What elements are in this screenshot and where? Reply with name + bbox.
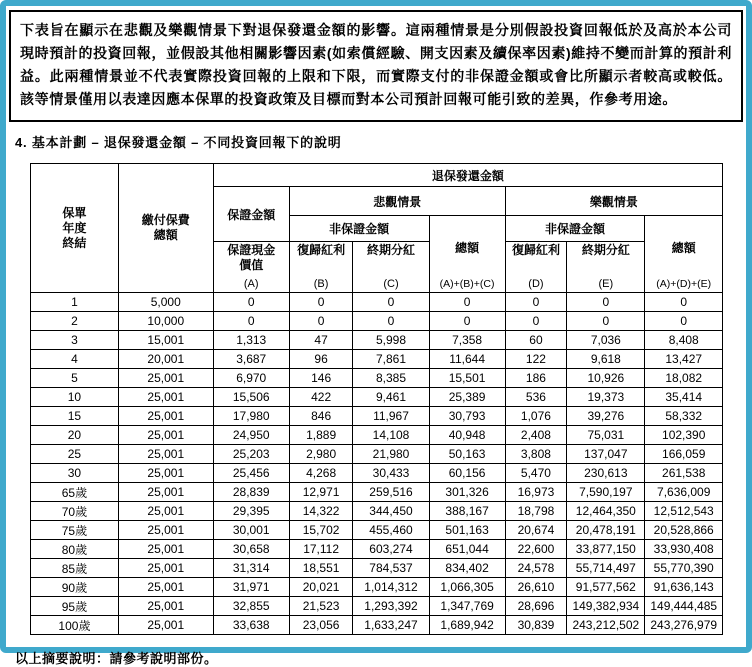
value-cell: 40,948	[429, 426, 505, 445]
value-cell: 25,001	[118, 559, 213, 578]
letter-c: (C)	[383, 278, 399, 290]
value-cell: 91,636,143	[645, 578, 723, 597]
letter-b: (B)	[313, 278, 329, 290]
value-cell: 14,322	[289, 502, 353, 521]
value-cell: 15,001	[118, 331, 213, 350]
table-row	[31, 540, 723, 559]
table-row	[31, 502, 723, 521]
value-cell: 8,408	[645, 331, 723, 350]
value-cell: 0	[567, 312, 645, 331]
value-cell: 0	[289, 293, 353, 312]
col-header-pessimistic-scenario: 悲觀情景	[289, 187, 505, 216]
value-cell: 20,528,866	[645, 521, 723, 540]
value-cell: 30,433	[353, 464, 429, 483]
value-cell: 11,967	[353, 407, 429, 426]
row-label-cell: 90歲	[31, 578, 119, 597]
value-cell: 651,044	[429, 540, 505, 559]
value-cell: 0	[353, 293, 429, 312]
table-row	[31, 483, 723, 502]
col-header-total-optimistic	[645, 216, 723, 293]
value-cell: 166,059	[645, 445, 723, 464]
value-cell: 12,512,543	[645, 502, 723, 521]
col-header-guaranteed-cash-value	[213, 242, 289, 293]
letter-d: (D)	[528, 278, 544, 290]
row-label-cell: 1	[31, 293, 119, 312]
letter-e: (E)	[598, 278, 614, 290]
value-cell: 1,066,305	[429, 578, 505, 597]
value-cell: 26,610	[505, 578, 567, 597]
col-header-policy-year: 保單年度終結	[31, 164, 119, 293]
value-cell: 25,001	[118, 407, 213, 426]
table-body	[31, 293, 723, 635]
row-label-cell: 20	[31, 426, 119, 445]
value-cell: 14,108	[353, 426, 429, 445]
table-row	[31, 407, 723, 426]
terminal-dividend-label: 終期分紅	[366, 243, 415, 257]
value-cell: 455,460	[353, 521, 429, 540]
value-cell: 1,689,942	[429, 616, 505, 635]
value-cell: 21,523	[289, 597, 353, 616]
table-row	[31, 578, 723, 597]
value-cell: 784,537	[353, 559, 429, 578]
reversionary-bonus-label: 復歸紅利	[511, 243, 560, 257]
table-header	[31, 164, 723, 293]
row-label-cell: 15	[31, 407, 119, 426]
reversionary-bonus-label: 復歸紅利	[297, 243, 346, 257]
value-cell: 149,444,485	[645, 597, 723, 616]
value-cell: 230,613	[567, 464, 645, 483]
col-header-non-guaranteed-optimistic: 非保證金額	[505, 216, 645, 242]
value-cell: 25,001	[118, 369, 213, 388]
section-title: 4. 基本計劃 – 退保發還金額 – 不同投資回報下的說明	[15, 135, 342, 150]
value-cell: 30,793	[429, 407, 505, 426]
row-label-cell: 10	[31, 388, 119, 407]
value-cell: 1,293,392	[353, 597, 429, 616]
value-cell: 1,889	[289, 426, 353, 445]
row-label-cell: 4	[31, 350, 119, 369]
value-cell: 8,385	[353, 369, 429, 388]
value-cell: 0	[505, 312, 567, 331]
col-header-premium-total: 繳付保費總額	[118, 164, 213, 293]
value-cell: 1,347,769	[429, 597, 505, 616]
value-cell: 25,001	[118, 540, 213, 559]
table-row	[31, 388, 723, 407]
value-cell: 9,461	[353, 388, 429, 407]
value-cell: 501,163	[429, 521, 505, 540]
value-cell: 388,167	[429, 502, 505, 521]
value-cell: 2,980	[289, 445, 353, 464]
value-cell: 25,203	[213, 445, 289, 464]
row-label-cell: 3	[31, 331, 119, 350]
value-cell: 7,036	[567, 331, 645, 350]
value-cell: 7,861	[353, 350, 429, 369]
value-cell: 0	[645, 312, 723, 331]
table-row	[31, 464, 723, 483]
row-label-cell: 5	[31, 369, 119, 388]
value-cell: 243,212,502	[567, 616, 645, 635]
col-header-terminal-dividend-pessimistic	[353, 242, 429, 293]
value-cell: 15,506	[213, 388, 289, 407]
value-cell: 91,577,562	[567, 578, 645, 597]
value-cell: 33,638	[213, 616, 289, 635]
value-cell: 60,156	[429, 464, 505, 483]
table-row	[31, 597, 723, 616]
table-row	[31, 293, 723, 312]
value-cell: 3,687	[213, 350, 289, 369]
value-cell: 18,551	[289, 559, 353, 578]
value-cell: 5,000	[118, 293, 213, 312]
value-cell: 33,877,150	[567, 540, 645, 559]
row-label-cell: 95歲	[31, 597, 119, 616]
value-cell: 261,538	[645, 464, 723, 483]
value-cell: 19,373	[567, 388, 645, 407]
value-cell: 30,001	[213, 521, 289, 540]
value-cell: 259,516	[353, 483, 429, 502]
value-cell: 7,590,197	[567, 483, 645, 502]
value-cell: 3,808	[505, 445, 567, 464]
value-cell: 32,855	[213, 597, 289, 616]
value-cell: 15,501	[429, 369, 505, 388]
value-cell: 25,001	[118, 445, 213, 464]
value-cell: 58,332	[645, 407, 723, 426]
value-cell: 422	[289, 388, 353, 407]
value-cell: 15,702	[289, 521, 353, 540]
formula-abc: (A)+(B)+(C)	[439, 278, 495, 290]
value-cell: 11,644	[429, 350, 505, 369]
value-cell: 186	[505, 369, 567, 388]
value-cell: 50,163	[429, 445, 505, 464]
value-cell: 55,770,390	[645, 559, 723, 578]
value-cell: 25,001	[118, 578, 213, 597]
value-cell: 25,001	[118, 502, 213, 521]
value-cell: 0	[213, 293, 289, 312]
value-cell: 301,326	[429, 483, 505, 502]
value-cell: 20,674	[505, 521, 567, 540]
table-row	[31, 369, 723, 388]
value-cell: 60	[505, 331, 567, 350]
value-cell: 1,313	[213, 331, 289, 350]
value-cell: 0	[429, 312, 505, 331]
value-cell: 20,001	[118, 350, 213, 369]
footer-note: 以上摘要說明：請參考說明部份。	[15, 651, 218, 666]
value-cell: 28,696	[505, 597, 567, 616]
col-header-guaranteed-amount: 保證金額	[213, 187, 289, 242]
value-cell: 24,950	[213, 426, 289, 445]
value-cell: 0	[353, 312, 429, 331]
value-cell: 834,402	[429, 559, 505, 578]
value-cell: 55,714,497	[567, 559, 645, 578]
page-content	[9, 10, 743, 667]
value-cell: 1,014,312	[353, 578, 429, 597]
value-cell: 30,839	[505, 616, 567, 635]
table-row	[31, 312, 723, 331]
row-label-cell: 30	[31, 464, 119, 483]
surrender-value-table	[30, 163, 723, 635]
value-cell: 5,470	[505, 464, 567, 483]
value-cell: 23,056	[289, 616, 353, 635]
value-cell: 344,450	[353, 502, 429, 521]
value-cell: 20,021	[289, 578, 353, 597]
table-row	[31, 426, 723, 445]
row-label-cell: 65歲	[31, 483, 119, 502]
col-header-surrender-amount: 退保發還金額	[213, 164, 722, 187]
col-header-reversionary-bonus-pessimistic	[289, 242, 353, 293]
value-cell: 846	[289, 407, 353, 426]
row-label-cell: 100歲	[31, 616, 119, 635]
table-row	[31, 559, 723, 578]
value-cell: 7,358	[429, 331, 505, 350]
value-cell: 75,031	[567, 426, 645, 445]
value-cell: 243,276,979	[645, 616, 723, 635]
value-cell: 7,636,009	[645, 483, 723, 502]
table-row	[31, 331, 723, 350]
table-row	[31, 521, 723, 540]
scenario-intro-text: 下表旨在顯示在悲觀及樂觀情景下對退保發還金額的影響。這兩種情景是分別假設投資回報低於及高於本公司現時預計的投資回報，並假設其他相關影響因素(如索償經驗、開支因素及續保率因素)維持不變而計算的預計利益。此兩種情景並不代表實際投資回報的上限和下限，而實際支付的非保證金額或會比所顯示者較高或較低。該等情景僅用以表達因應本保單的投資政策及目標而對本公司預計回報可能引致的差異，作參考用途。	[20, 22, 732, 107]
value-cell: 21,980	[353, 445, 429, 464]
total-label: 總額	[455, 240, 480, 255]
value-cell: 25,001	[118, 616, 213, 635]
value-cell: 25,389	[429, 388, 505, 407]
value-cell: 16,973	[505, 483, 567, 502]
col-header-total-pessimistic	[429, 216, 505, 293]
value-cell: 0	[429, 293, 505, 312]
value-cell: 39,276	[567, 407, 645, 426]
value-cell: 137,047	[567, 445, 645, 464]
value-cell: 30,658	[213, 540, 289, 559]
formula-ade: (A)+(D)+(E)	[656, 278, 712, 290]
value-cell: 35,414	[645, 388, 723, 407]
table-row	[31, 616, 723, 635]
table-row	[31, 350, 723, 369]
value-cell: 25,456	[213, 464, 289, 483]
value-cell: 10,926	[567, 369, 645, 388]
value-cell: 31,314	[213, 559, 289, 578]
col-header-terminal-dividend-optimistic	[567, 242, 645, 293]
col-header-reversionary-bonus-optimistic	[505, 242, 567, 293]
col-header-optimistic-scenario: 樂觀情景	[505, 187, 722, 216]
value-cell: 0	[505, 293, 567, 312]
value-cell: 29,395	[213, 502, 289, 521]
value-cell: 6,970	[213, 369, 289, 388]
value-cell: 9,618	[567, 350, 645, 369]
value-cell: 146	[289, 369, 353, 388]
value-cell: 0	[567, 293, 645, 312]
row-label-cell: 85歲	[31, 559, 119, 578]
value-cell: 12,971	[289, 483, 353, 502]
value-cell: 5,998	[353, 331, 429, 350]
row-label-cell: 75歲	[31, 521, 119, 540]
value-cell: 12,464,350	[567, 502, 645, 521]
value-cell: 24,578	[505, 559, 567, 578]
value-cell: 122	[505, 350, 567, 369]
row-label-cell: 70歲	[31, 502, 119, 521]
scenario-intro-box	[9, 10, 743, 122]
row-label-cell: 25	[31, 445, 119, 464]
value-cell: 25,001	[118, 464, 213, 483]
row-label-cell: 2	[31, 312, 119, 331]
value-cell: 0	[645, 293, 723, 312]
value-cell: 2,408	[505, 426, 567, 445]
value-cell: 25,001	[118, 388, 213, 407]
value-cell: 96	[289, 350, 353, 369]
guaranteed-cash-value-label: 保證現金價值	[227, 243, 276, 272]
letter-a: (A)	[243, 278, 259, 290]
value-cell: 25,001	[118, 521, 213, 540]
table-row	[31, 445, 723, 464]
value-cell: 536	[505, 388, 567, 407]
value-cell: 1,076	[505, 407, 567, 426]
value-cell: 25,001	[118, 426, 213, 445]
value-cell: 603,274	[353, 540, 429, 559]
value-cell: 22,600	[505, 540, 567, 559]
value-cell: 102,390	[645, 426, 723, 445]
value-cell: 18,082	[645, 369, 723, 388]
value-cell: 18,798	[505, 502, 567, 521]
value-cell: 25,001	[118, 597, 213, 616]
value-cell: 149,382,934	[567, 597, 645, 616]
value-cell: 33,930,408	[645, 540, 723, 559]
total-label: 總額	[671, 240, 696, 255]
value-cell: 17,980	[213, 407, 289, 426]
value-cell: 0	[289, 312, 353, 331]
value-cell: 17,112	[289, 540, 353, 559]
value-cell: 31,971	[213, 578, 289, 597]
value-cell: 0	[213, 312, 289, 331]
value-cell: 28,839	[213, 483, 289, 502]
value-cell: 13,427	[645, 350, 723, 369]
value-cell: 10,000	[118, 312, 213, 331]
value-cell: 25,001	[118, 483, 213, 502]
value-cell: 1,633,247	[353, 616, 429, 635]
col-header-non-guaranteed-pessimistic: 非保證金額	[289, 216, 429, 242]
value-cell: 20,478,191	[567, 521, 645, 540]
value-cell: 47	[289, 331, 353, 350]
value-cell: 4,268	[289, 464, 353, 483]
row-label-cell: 80歲	[31, 540, 119, 559]
terminal-dividend-label: 終期分紅	[581, 243, 630, 257]
